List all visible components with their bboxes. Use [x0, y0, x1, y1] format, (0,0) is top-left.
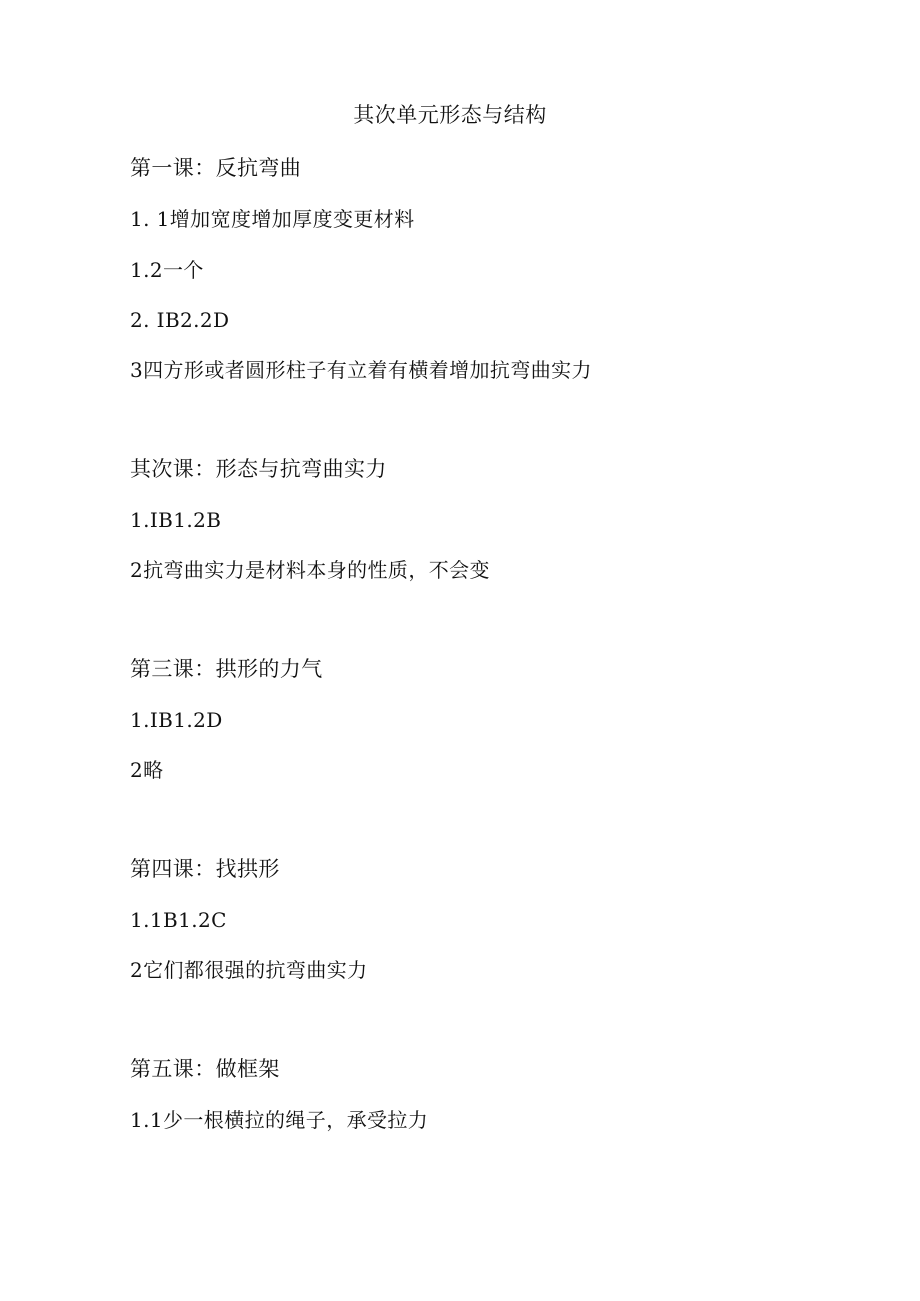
lesson-1-answer-3: 2. IB2.2D [130, 308, 230, 332]
lesson-4-answer-2: 2它们都很强的抗弯曲实力 [130, 958, 368, 982]
lesson-2-answer-1: 1.IB1.2B [130, 508, 222, 532]
lesson-1-answer-1: 1. 1增加宽度增加厚度变更材料 [130, 207, 415, 231]
document-title: 其次单元形态与结构 [353, 103, 547, 127]
lesson-4-answer-1: 1.1B1.2C [130, 908, 227, 932]
lesson-2-answer-2: 2抗弯曲实力是材料本身的性质，不会变 [130, 558, 490, 582]
lesson-5-heading: 第五课：做框架 [130, 1057, 280, 1081]
lesson-3-heading: 第三课：拱形的力气 [130, 657, 323, 681]
lesson-1-answer-4: 3四方形或者圆形柱子有立着有横着增加抗弯曲实力 [130, 358, 592, 382]
lesson-4-heading: 第四课：找拱形 [130, 857, 280, 881]
lesson-3-answer-2: 2略 [130, 758, 164, 782]
lesson-1-answer-2: 1.2一个 [130, 258, 204, 282]
lesson-5-answer-1: 1.1少一根横拉的绳子，承受拉力 [130, 1108, 429, 1132]
lesson-1-heading: 第一课：反抗弯曲 [130, 156, 302, 180]
lesson-3-answer-1: 1.IB1.2D [130, 708, 223, 732]
lesson-2-heading: 其次课：形态与抗弯曲实力 [130, 457, 387, 481]
